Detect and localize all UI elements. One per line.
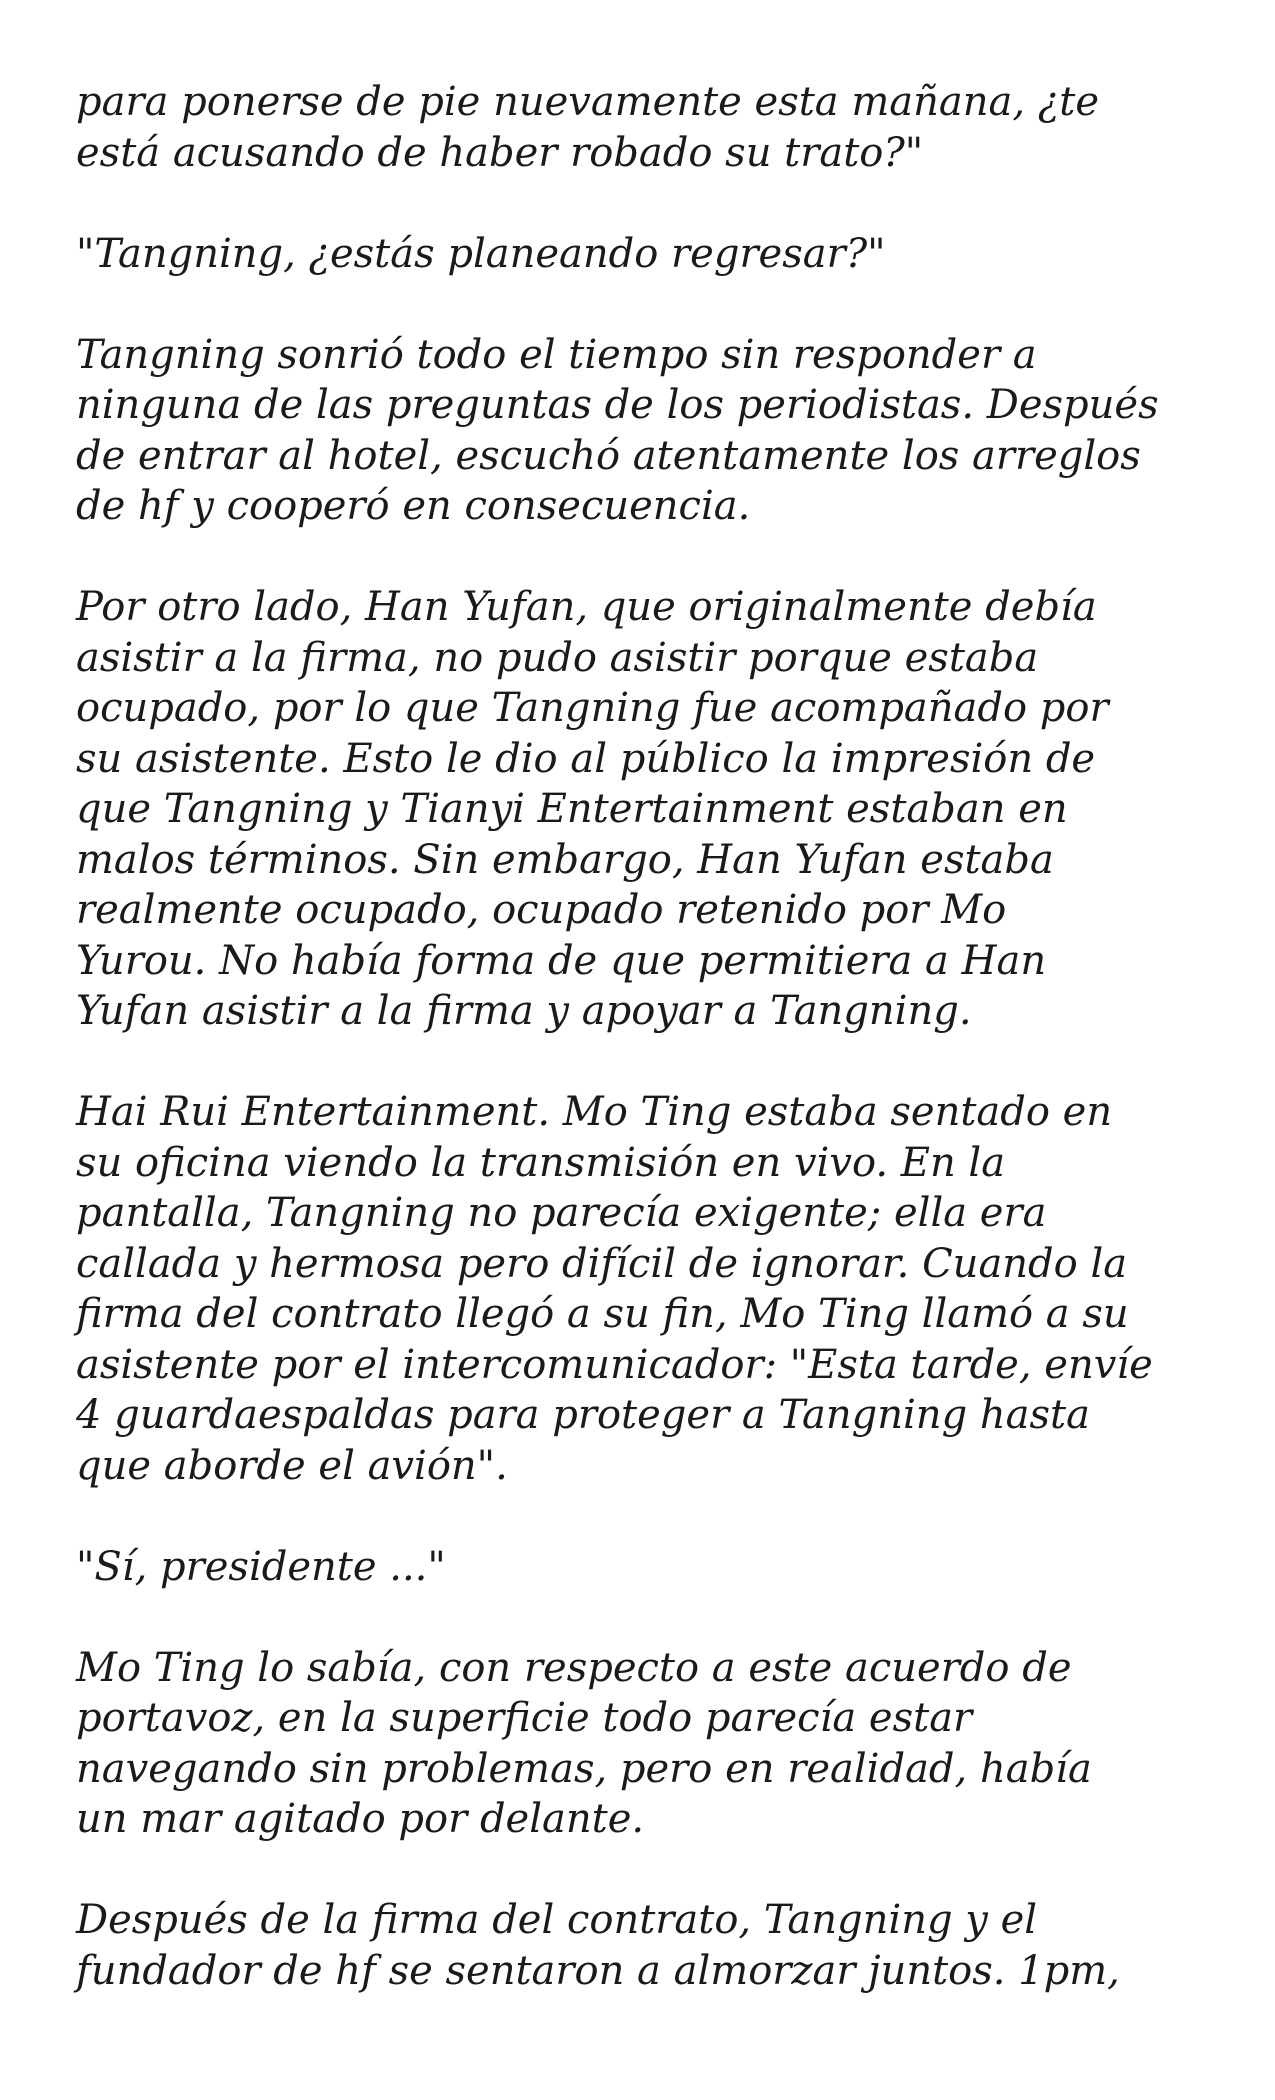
text-line: ocupado, por lo que Tangning fue acompañado por	[76, 685, 1109, 731]
text-line: Yurou. No había forma de que permitiera a Han	[76, 937, 1047, 984]
text-line: ninguna de las preguntas de los periodistas. Después	[76, 382, 1159, 428]
paragraph	[76, 582, 1236, 1037]
text-line: su oficina viendo la transmisión en vivo. En la	[76, 1139, 1006, 1186]
text-line: callada y hermosa pero difícil de ignorar. Cuando la	[76, 1240, 1128, 1287]
paragraph	[76, 1895, 1236, 1996]
text-line: que aborde el avión".	[76, 1442, 508, 1489]
text-line: está acusando de haber robado su trato?"	[76, 129, 924, 176]
text-line: un mar agitado por delante.	[76, 1796, 645, 1842]
text-line: Yufan asistir a la firma y apoyar a Tangning.	[76, 988, 972, 1034]
paragraph	[76, 229, 1236, 280]
text-line: Por otro lado, Han Yufan, que originalmente debía	[76, 584, 1097, 630]
document-page	[76, 77, 1236, 2047]
paragraph	[76, 330, 1236, 532]
text-line: de entrar al hotel, escuchó atentamente los arreglos	[76, 432, 1141, 479]
text-line: que Tangning y Tianyi Entertainment estaban en	[76, 786, 1068, 832]
text-line: para ponerse de pie nuevamente esta mañana, ¿te	[76, 79, 1099, 125]
text-line: malos términos. Sin embargo, Han Yufan estaba	[76, 836, 1054, 883]
text-line: pantalla, Tangning no parecía exigente; ella era	[76, 1190, 1047, 1236]
paragraph	[76, 1542, 1236, 1593]
text-line: realmente ocupado, ocupado retenido por Mo	[76, 887, 1007, 933]
text-line: portavoz, en la superficie todo parecía estar	[76, 1695, 973, 1741]
text-line: asistir a la firma, no pudo asistir porque estaba	[76, 634, 1039, 681]
text-line: "Tangning, ¿estás planeando regresar?"	[76, 230, 886, 277]
paragraph	[76, 77, 1236, 178]
text-line: Tangning sonrió todo el tiempo sin responder a	[76, 331, 1037, 378]
text-line: su asistente. Esto le dio al público la impresión de	[76, 735, 1096, 782]
paragraph	[76, 1087, 1236, 1491]
text-line: 4 guardaespaldas para proteger a Tangning hasta	[76, 1392, 1090, 1438]
text-line: fundador de hf se sentaron a almorzar juntos. 1pm,	[76, 1947, 1120, 1994]
paragraph	[76, 1643, 1236, 1845]
text-line: asistente por el intercomunicador: "Esta tarde, envíe	[76, 1341, 1153, 1388]
text-line: Mo Ting lo sabía, con respecto a este acuerdo de	[76, 1644, 1072, 1691]
text-line: navegando sin problemas, pero en realidad, había	[76, 1745, 1092, 1792]
text-line: Hai Rui Entertainment. Mo Ting estaba sentado en	[76, 1089, 1113, 1135]
text-line: Después de la firma del contrato, Tangning y el	[76, 1897, 1038, 1943]
text-line: de hf y cooperó en consecuencia.	[76, 483, 751, 529]
text-line: "Sí, presidente ..."	[76, 1543, 446, 1590]
text-line: firma del contrato llegó a su fin, Mo Ting llamó a su	[76, 1291, 1129, 1337]
